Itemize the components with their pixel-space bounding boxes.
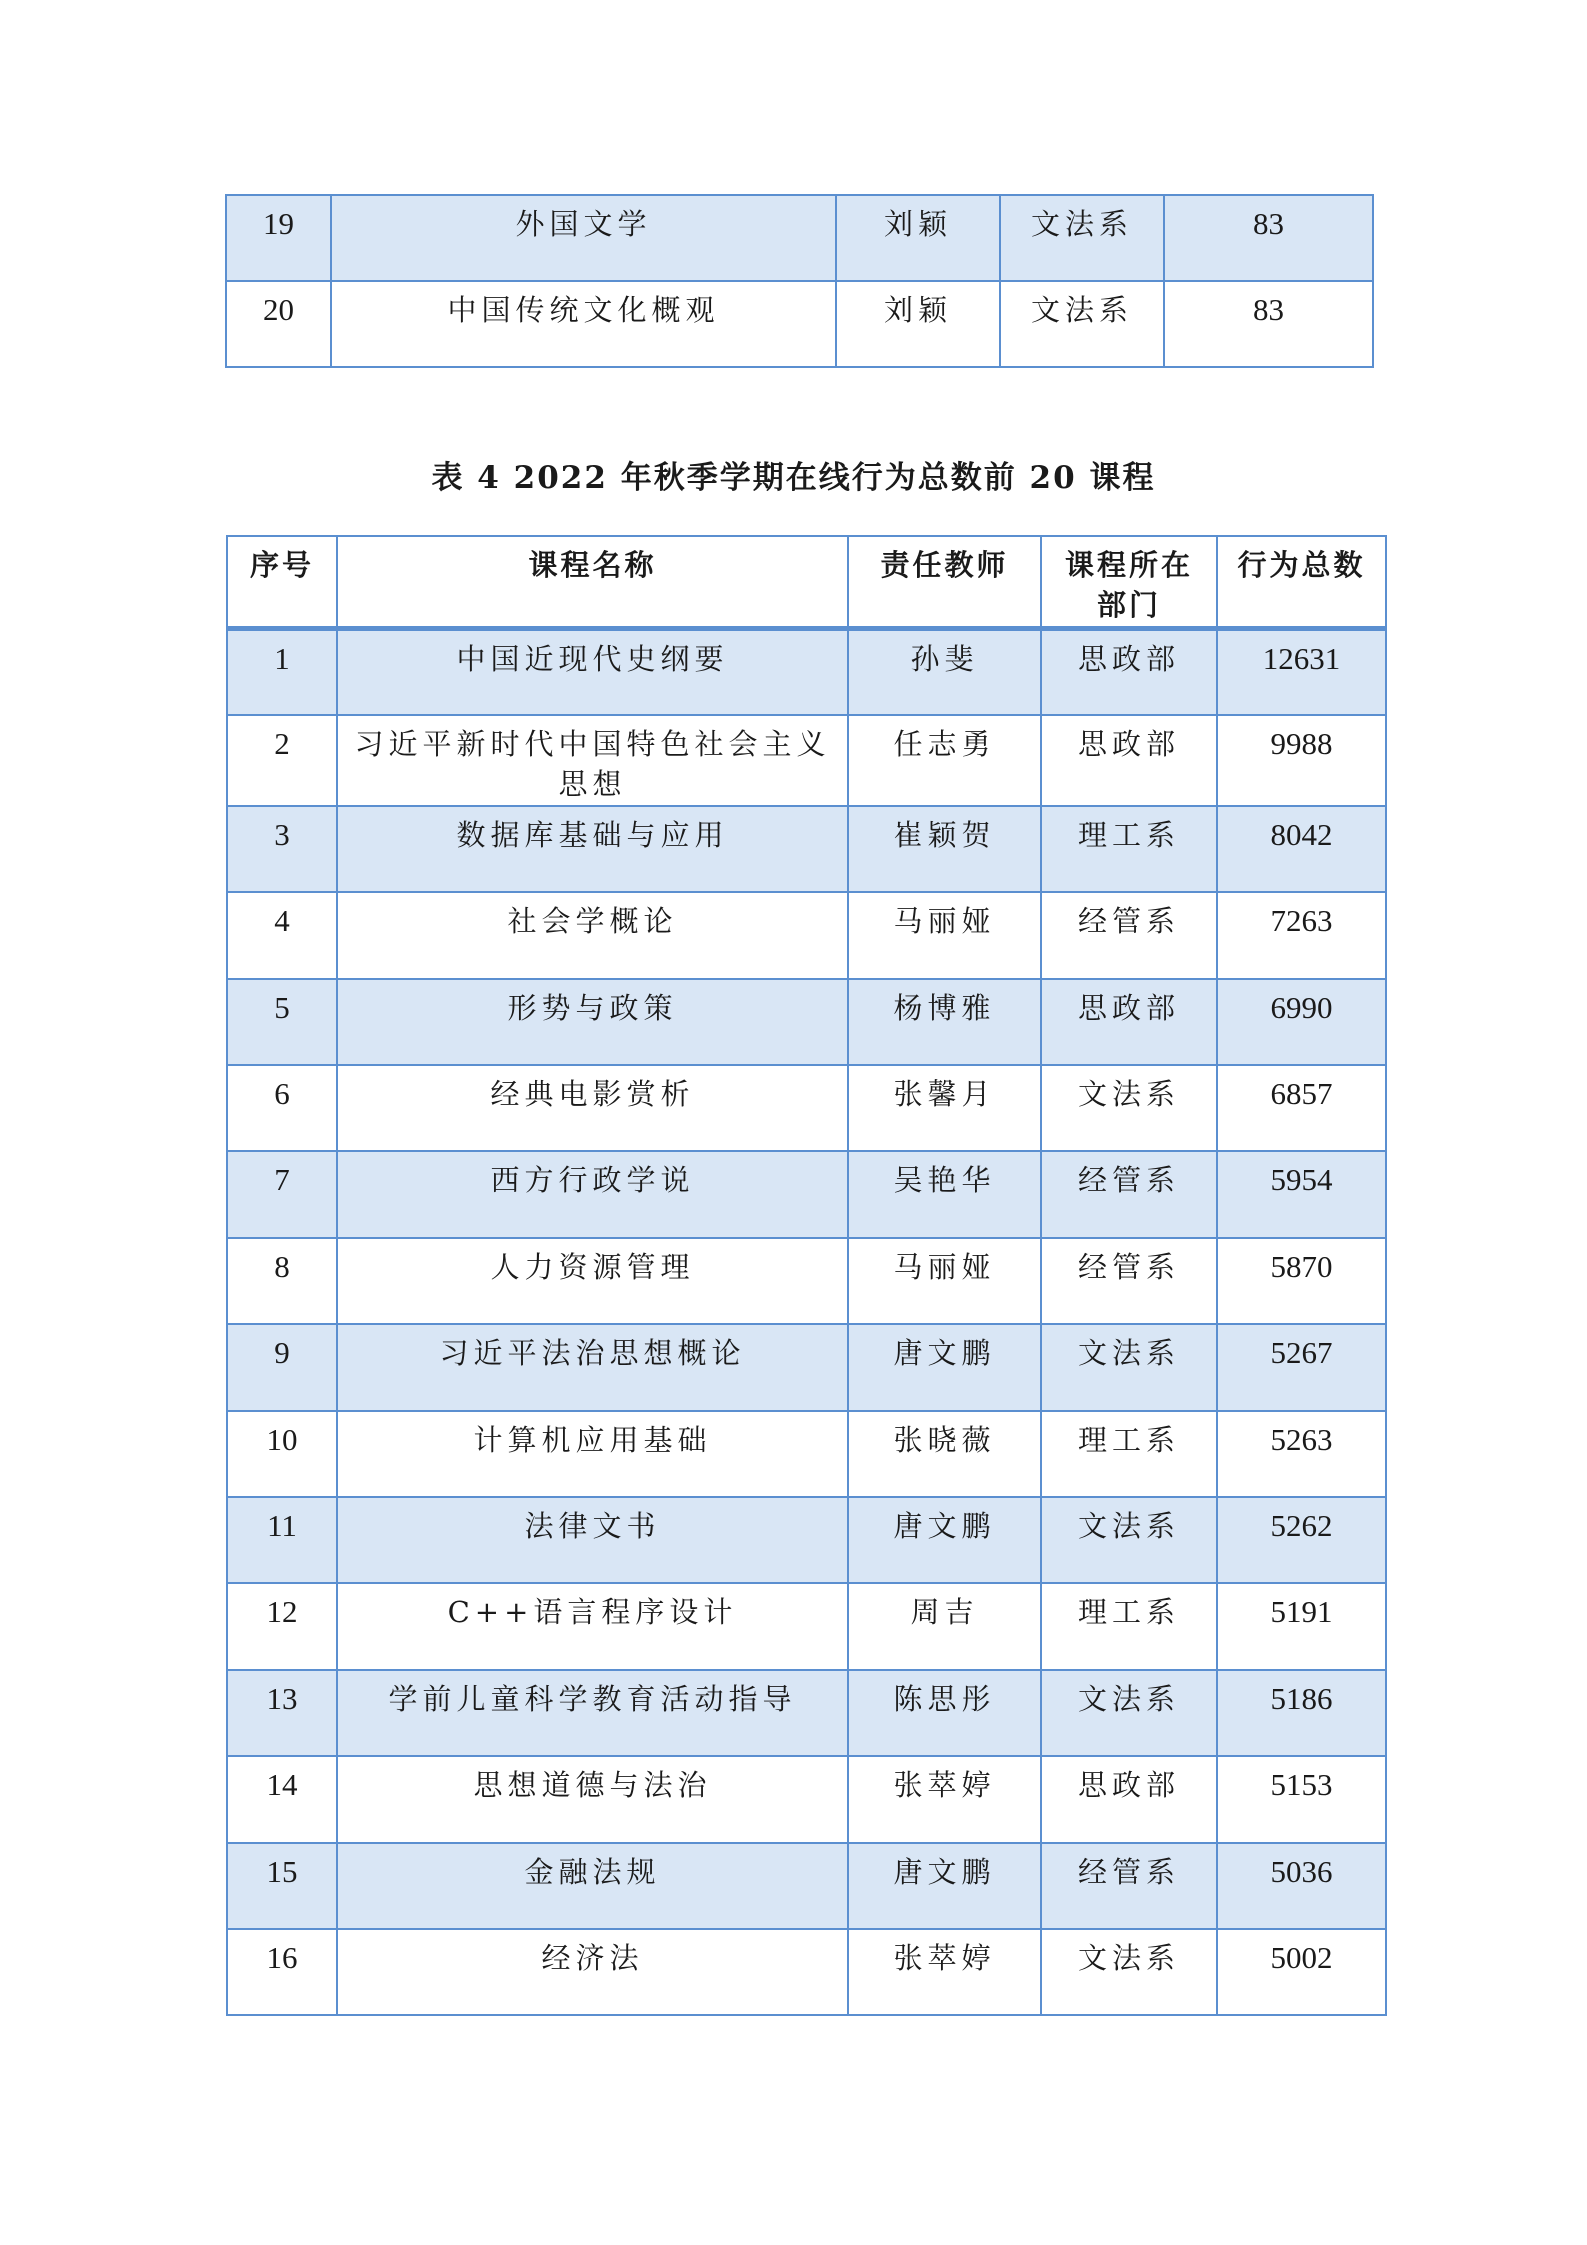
row-count: 5262 [1217,1497,1386,1583]
row-teacher: 周吉 [848,1583,1041,1669]
row-teacher: 任志勇 [848,715,1041,806]
row-dept: 文法系 [1000,281,1164,367]
row-teacher: 吴艳华 [848,1151,1041,1237]
header-dept: 课程所在部门 [1041,536,1217,629]
row-course: C++语言程序设计 [337,1583,848,1669]
row-course: 社会学概论 [337,892,848,978]
row-dept: 文法系 [1041,1929,1217,2015]
continued-table-body [226,195,1373,367]
row-course: 经典电影赏析 [337,1065,848,1151]
row-no: 3 [227,806,337,892]
row-course: 计算机应用基础 [337,1411,848,1497]
row-count: 5036 [1217,1843,1386,1929]
table-caption: 表 4 2022 年秋季学期在线行为总数前 20 课程 [431,460,1156,496]
row-dept: 文法系 [1041,1497,1217,1583]
table-row [227,979,1386,1065]
row-dept: 经管系 [1041,1843,1217,1929]
row-teacher: 张萃婷 [848,1756,1041,1842]
row-course: 习近平新时代中国特色社会主义思想 [337,715,848,806]
row-teacher: 唐文鹏 [848,1324,1041,1410]
row-no: 9 [227,1324,337,1410]
row-count: 5267 [1217,1324,1386,1410]
row-dept: 文法系 [1000,195,1164,281]
header-count: 行为总数 [1217,536,1386,629]
row-teacher: 张萃婷 [848,1929,1041,2015]
row-no: 8 [227,1238,337,1324]
row-dept: 文法系 [1041,1670,1217,1756]
row-dept: 文法系 [1041,1324,1217,1410]
row-course: 习近平法治思想概论 [337,1324,848,1410]
table-row [227,1929,1386,2015]
row-teacher: 杨博雅 [848,979,1041,1065]
row-dept: 理工系 [1041,1411,1217,1497]
row-course: 金融法规 [337,1843,848,1929]
row-course: 学前儿童科学教育活动指导 [337,1670,848,1756]
table-row [227,806,1386,892]
top20-courses-table [226,535,1387,2016]
row-count: 83 [1164,195,1373,281]
row-no: 11 [227,1497,337,1583]
row-count: 5153 [1217,1756,1386,1842]
row-dept: 经管系 [1041,1151,1217,1237]
row-course: 数据库基础与应用 [337,806,848,892]
row-dept: 思政部 [1041,715,1217,806]
row-no: 12 [227,1583,337,1669]
row-dept: 思政部 [1041,1756,1217,1842]
row-dept: 文法系 [1041,1065,1217,1151]
row-no: 10 [227,1411,337,1497]
row-count: 7263 [1217,892,1386,978]
row-course: 中国传统文化概观 [331,281,836,367]
table-row [227,1583,1386,1669]
row-teacher: 刘颖 [836,195,1000,281]
row-teacher: 崔颖贺 [848,806,1041,892]
table-row [227,1497,1386,1583]
row-no: 13 [227,1670,337,1756]
row-teacher: 唐文鹏 [848,1497,1041,1583]
row-no: 15 [227,1843,337,1929]
row-count: 9988 [1217,715,1386,806]
continued-table [225,194,1374,368]
table-row [227,629,1386,715]
table-row [227,1238,1386,1324]
header-course: 课程名称 [337,536,848,629]
table-row [227,715,1386,806]
row-count: 6990 [1217,979,1386,1065]
row-course: 中国近现代史纲要 [337,629,848,715]
row-course: 思想道德与法治 [337,1756,848,1842]
row-count: 5191 [1217,1583,1386,1669]
header-no: 序号 [227,536,337,629]
row-course: 经济法 [337,1929,848,2015]
row-no: 19 [226,195,331,281]
row-dept: 经管系 [1041,1238,1217,1324]
table-row [227,1324,1386,1410]
row-teacher: 马丽娅 [848,892,1041,978]
row-no: 1 [227,629,337,715]
table-row [226,281,1373,367]
row-no: 5 [227,979,337,1065]
row-dept: 思政部 [1041,629,1217,715]
row-no: 2 [227,715,337,806]
table-row [227,1756,1386,1842]
row-course: 形势与政策 [337,979,848,1065]
row-no: 20 [226,281,331,367]
row-count: 12631 [1217,629,1386,715]
row-teacher: 唐文鹏 [848,1843,1041,1929]
table-row [227,1151,1386,1237]
row-no: 4 [227,892,337,978]
top20-table-body [227,629,1386,2016]
row-teacher: 孙斐 [848,629,1041,715]
row-dept: 思政部 [1041,979,1217,1065]
row-course: 外国文学 [331,195,836,281]
row-count: 8042 [1217,806,1386,892]
header-row [227,536,1386,629]
table-row [227,1843,1386,1929]
row-dept: 理工系 [1041,806,1217,892]
row-teacher: 马丽娅 [848,1238,1041,1324]
table-row [227,892,1386,978]
row-count: 5263 [1217,1411,1386,1497]
row-dept: 理工系 [1041,1583,1217,1669]
row-count: 83 [1164,281,1373,367]
table-row [227,1411,1386,1497]
row-count: 6857 [1217,1065,1386,1151]
row-teacher: 张晓薇 [848,1411,1041,1497]
header-teacher: 责任教师 [848,536,1041,629]
table-row [227,1065,1386,1151]
row-count: 5002 [1217,1929,1386,2015]
row-teacher: 张馨月 [848,1065,1041,1151]
row-count: 5870 [1217,1238,1386,1324]
row-teacher: 刘颖 [836,281,1000,367]
row-course: 法律文书 [337,1497,848,1583]
row-dept: 经管系 [1041,892,1217,978]
table-row [226,195,1373,281]
row-course: 西方行政学说 [337,1151,848,1237]
row-no: 6 [227,1065,337,1151]
row-course: 人力资源管理 [337,1238,848,1324]
row-no: 16 [227,1929,337,2015]
row-no: 14 [227,1756,337,1842]
row-no: 7 [227,1151,337,1237]
row-count: 5186 [1217,1670,1386,1756]
row-count: 5954 [1217,1151,1386,1237]
table-row [227,1670,1386,1756]
row-teacher: 陈思彤 [848,1670,1041,1756]
